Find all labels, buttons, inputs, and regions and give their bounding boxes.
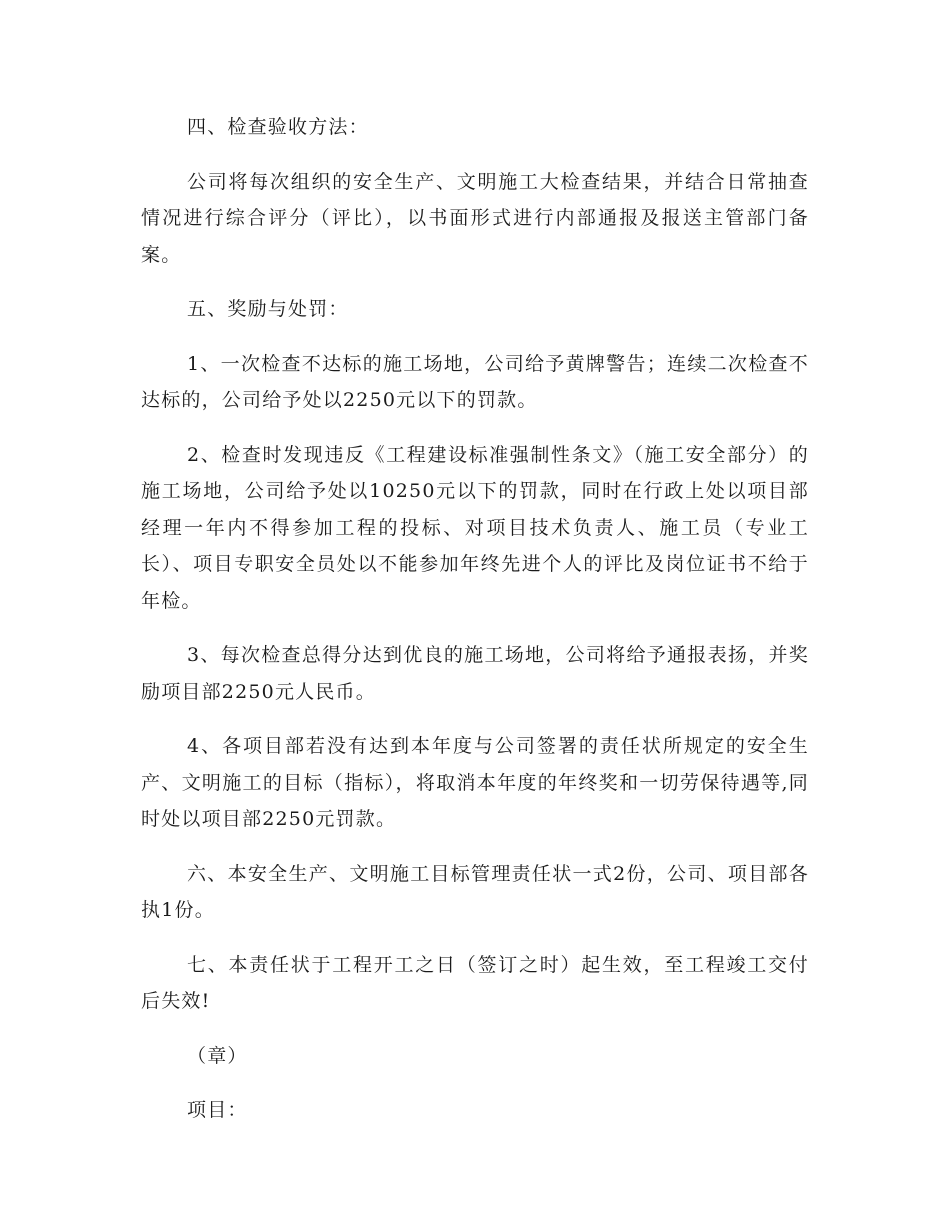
paragraph-inspection-method: 公司将每次组织的安全生产、文明施工大检查结果，并结合日常抽查情况进行综合评分（评比），以书面形式进行内部通报及报送主管部门备案。 — [141, 170, 809, 266]
section-heading-inspection-method: 四、检查验收方法： — [187, 116, 369, 138]
paragraph-penalty-4: 4、各项目部若没有达到本年度与公司签署的责任状所规定的安全生产、文明施工的目标（指标），将取消本年度的年终奖和一切劳保待遇等,同时处以项目部2250元罚款。 — [141, 735, 809, 830]
paragraph-penalty-1: 1、一次检查不达标的施工场地，公司给予黄牌警告；连续二次检查不达标的，公司给予处以2250元以下的罚款。 — [141, 352, 809, 411]
section-heading-rewards-penalties: 五、奖励与处罚： — [187, 298, 349, 320]
paragraph-reward-3: 3、每次检查总得分达到优良的施工场地，公司将给予通报表扬，并奖励项目部2250元人民币。 — [141, 644, 809, 703]
project-label: 项目： — [187, 1099, 248, 1121]
paragraph-penalty-2: 2、检查时发现违反《工程建设标准强制性条文》（施工安全部分）的施工场地，公司给予处以10250元以下的罚款，同时在行政上处以项目部经理一年内不得参加工程的投标、对项目技术负责人、施工员（专业工长）、项目专职安全员处以不能参加年终先进个人的评比及岗位证书不给于年检。 — [141, 443, 809, 612]
paragraph-copies: 六、本安全生产、文明施工目标管理责任状一式2份，公司、项目部各执1份。 — [141, 862, 809, 921]
document-body — [141, 109, 809, 1147]
paragraph-effective-date: 七、本责任状于工程开工之日（签订之时）起生效，至工程竣工交付后失效! — [141, 953, 809, 1012]
seal-label: （章） — [187, 1044, 248, 1067]
